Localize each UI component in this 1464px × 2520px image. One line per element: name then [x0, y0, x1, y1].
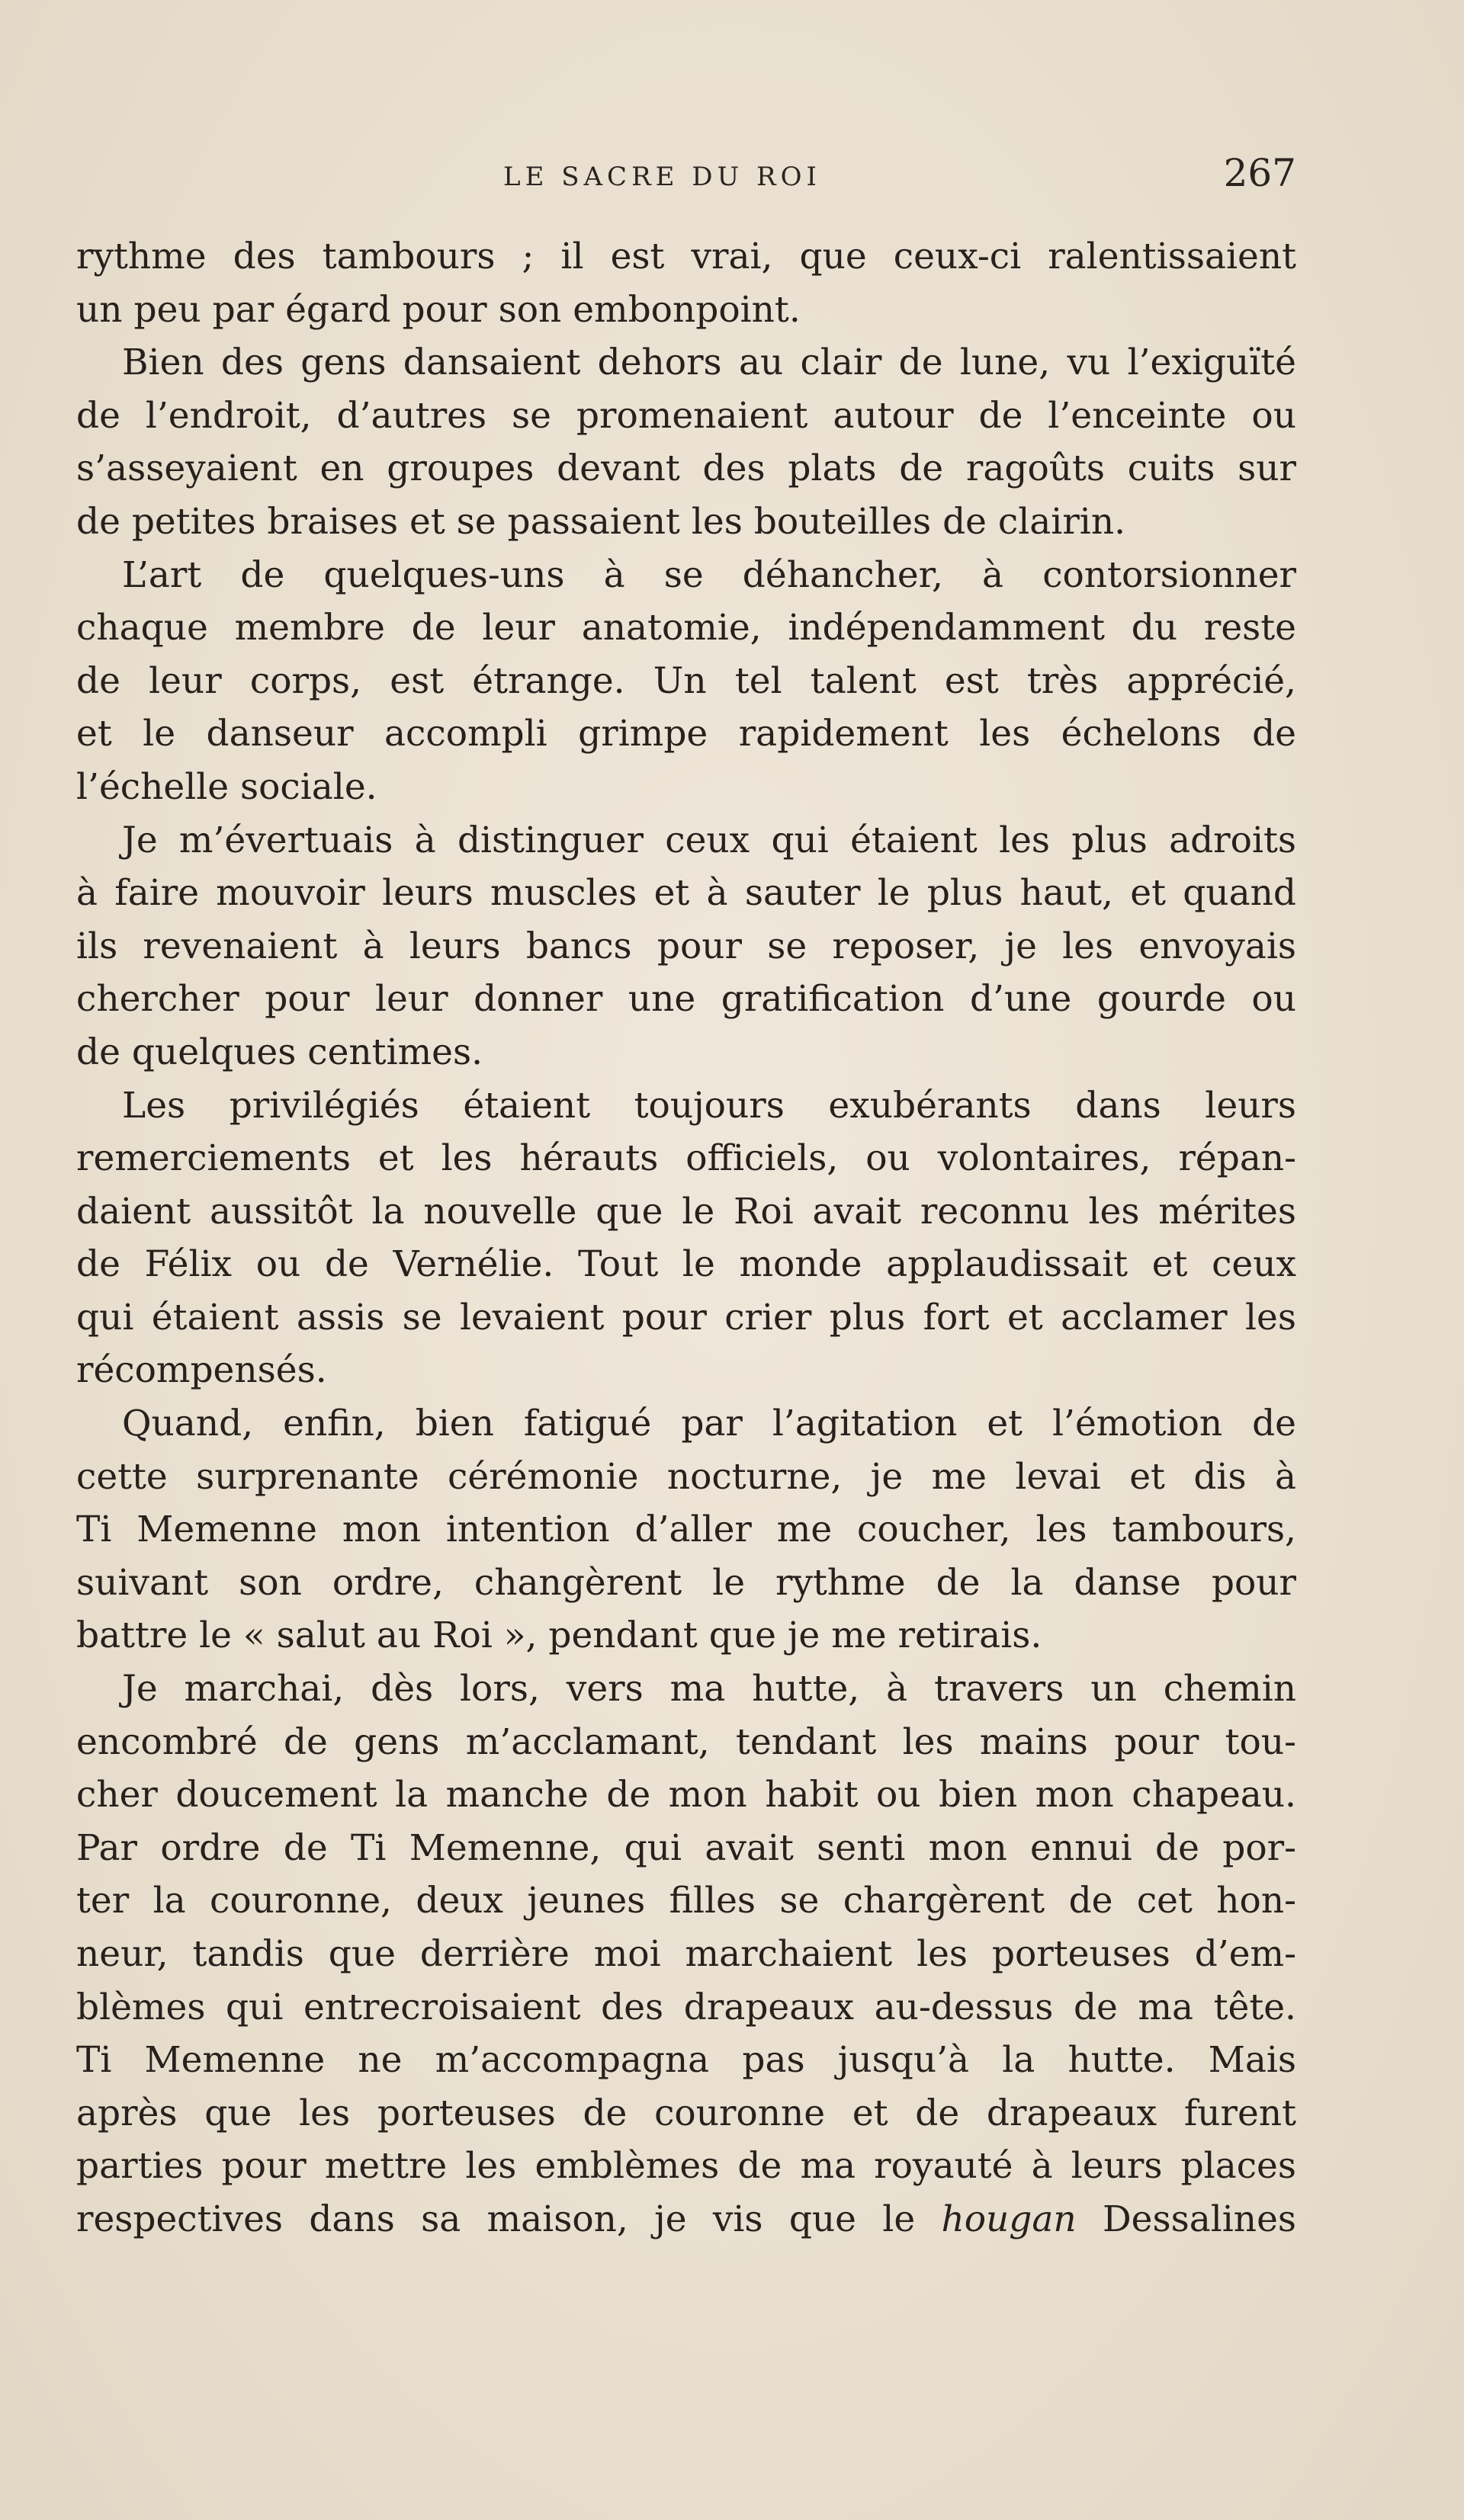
text-line: remerciements et les hérauts officiels, ou volontaires, répan-: [76, 1137, 1296, 1180]
text-line: suivant son ordre, changèrent le rythme de la danse pour: [76, 1561, 1296, 1604]
text-segment: respectives dans sa maison, je vis que le: [76, 2198, 942, 2240]
page-number: 267: [1223, 151, 1296, 195]
running-head: [76, 151, 1296, 204]
text-line: Je marchai, dès lors, vers ma hutte, à travers un chemin: [122, 1668, 1296, 1710]
text-line: daient aussitôt la nouvelle que le Roi avait reconnu les mérites: [76, 1190, 1296, 1233]
text-line: récompensés.: [76, 1349, 327, 1392]
text-line: rythme des tambours ; il est vrai, que ceux-ci ralentissaient: [76, 236, 1296, 277]
text-segment: Dessalines: [1076, 2198, 1296, 2240]
text-line: qui étaient assis se levaient pour crier plus fort et acclamer les: [76, 1296, 1296, 1339]
text-line: de leur corps, est étrange. Un tel talent est très apprécié,: [76, 659, 1296, 702]
text-line: l’échelle sociale.: [76, 765, 377, 808]
text-line: s’asseyaient en groupes devant des plats de ragoûts cuits sur: [76, 447, 1296, 490]
text-line: Les privilégiés étaient toujours exubérants dans leurs: [122, 1084, 1296, 1127]
text-line: Ti Memenne mon intention d’aller me coucher, les tambours,: [76, 1508, 1296, 1551]
text-line: après que les porteuses de couronne et de drapeaux furent: [76, 2092, 1296, 2134]
text-line: et le danseur accompli grimpe rapidement les échelons de: [76, 713, 1296, 755]
text-line: chaque membre de leur anatomie, indépendamment du reste: [76, 607, 1296, 649]
text-line: blèmes qui entrecroisaient des drapeaux au-dessus de ma tête.: [76, 1986, 1296, 2028]
text-line: battre le « salut au Roi », pendant que je me retirais.: [76, 1614, 1042, 1657]
text-line: de Félix ou de Vernélie. Tout le monde applaudissait et ceux: [76, 1243, 1296, 1286]
text-line: parties pour mettre les emblèmes de ma royauté à leurs places: [76, 2145, 1296, 2188]
text-line: Bien des gens dansaient dehors au clair de lune, vu l’exiguïté: [122, 341, 1296, 384]
text-line: neur, tandis que derrière moi marchaient les porteuses d’em-: [76, 1933, 1296, 1975]
text-line: un peu par égard pour son embonpoint.: [76, 288, 801, 331]
text-line: L’art de quelques-uns à se déhancher, à contorsionner: [122, 553, 1296, 596]
text-line: ils revenaient à leurs bancs pour se reposer, je les envoyais: [76, 925, 1296, 967]
text-line: Je m’évertuais à distinguer ceux qui étaient les plus adroits: [122, 819, 1296, 861]
text-line: de quelques centimes.: [76, 1031, 483, 1073]
text-line: de l’endroit, d’autres se promenaient autour de l’enceinte ou: [76, 394, 1296, 437]
text-line: cher doucement la manche de mon habit ou bien mon chapeau.: [76, 1774, 1296, 1816]
italic-word: hougan: [941, 2198, 1077, 2240]
text-line: Par ordre de Ti Memenne, qui avait senti mon ennui de por-: [76, 1826, 1296, 1869]
running-title: LE SACRE DU ROI: [503, 162, 821, 192]
text-line: Quand, enfin, bien fatigué par l’agitation et l’émotion de: [122, 1403, 1296, 1445]
text-line: encombré de gens m’acclamant, tendant les mains pour tou-: [76, 1720, 1296, 1763]
text-line: chercher pour leur donner une gratification d’une gourde ou: [76, 978, 1296, 1021]
text-line: de petites braises et se passaient les bouteilles de clairin.: [76, 500, 1126, 543]
text-line: à faire mouvoir leurs muscles et à sauter le plus haut, et quand: [76, 872, 1296, 915]
body-text: [76, 230, 1296, 2246]
text-line: Ti Memenne ne m’accompagna pas jusqu’à la hutte. Mais: [76, 2039, 1296, 2082]
text-line: ter la couronne, deux jeunes filles se chargèrent de cet hon-: [76, 1880, 1296, 1922]
text-line: cette surprenante cérémonie nocturne, je me levai et dis à: [76, 1455, 1296, 1498]
text-line: [76, 2193, 1296, 2246]
